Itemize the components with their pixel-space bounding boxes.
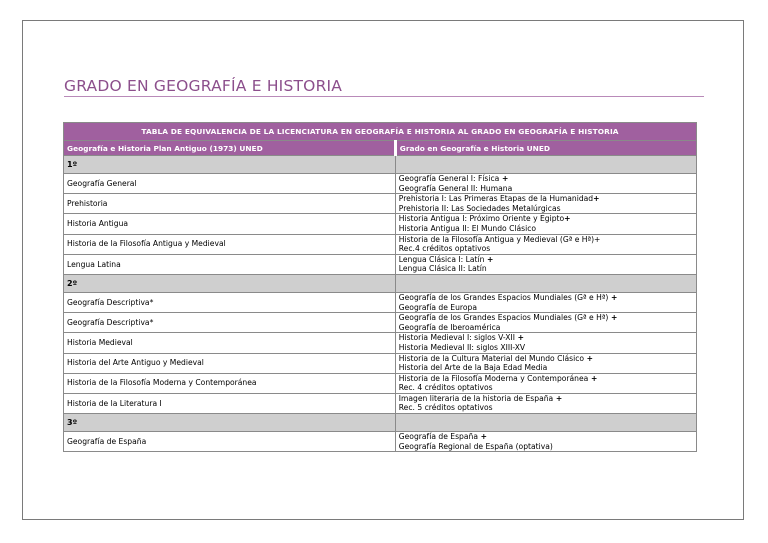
grado-subject-text: Geografía General I: Física	[398, 174, 500, 183]
grado-subjects	[395, 373, 696, 393]
table-caption-row	[64, 123, 697, 141]
grado-subjects	[395, 254, 696, 274]
plus-sign: +	[484, 254, 494, 264]
grado-subject-line	[399, 333, 693, 343]
table-row	[64, 174, 697, 194]
grado-subject-text: Geografía de España	[398, 432, 478, 442]
grado-subject-text: Historia de la Cultura Material del Mundo Clásico	[398, 353, 585, 363]
grado-subject-line	[399, 374, 693, 384]
year-empty-cell	[395, 156, 696, 174]
table-row	[64, 194, 697, 214]
grado-subject-text: Geografía de los Grandes Espacios Mundiales (Gª e Hª)	[398, 292, 609, 302]
grado-subject-text: Historia de la Filosofía Moderna y Contemporánea	[398, 373, 589, 383]
year-row	[64, 156, 697, 174]
old-plan-subject: Historia Antigua	[64, 214, 396, 234]
old-plan-subject: Historia Medieval	[64, 333, 396, 353]
plus-sign: +	[514, 333, 524, 343]
table-row	[64, 333, 697, 353]
grado-subject-line	[399, 354, 693, 364]
grado-subject-text: Imagen literaria de la historia de España	[398, 393, 554, 403]
grado-subjects	[395, 313, 696, 333]
grado-subject-line	[399, 323, 693, 333]
grado-subject-line	[399, 235, 693, 245]
grado-subject-text: Historia del Arte de la Baja Edad Media	[398, 363, 548, 373]
grado-subject-text: Historia de la Filosofía Antigua y Medieval (Gª e Hª)+	[398, 234, 601, 244]
grado-subject-text: Geografía Regional de España (optativa)	[398, 441, 553, 451]
grado-subject-text: Rec.4 créditos optativos	[398, 244, 491, 254]
table-row	[64, 313, 697, 333]
grado-subject-line	[399, 293, 693, 303]
grado-subject-text: Historia Antigua I: Próximo Oriente y Egipto	[398, 214, 565, 224]
grado-subjects	[395, 353, 696, 373]
grado-subject-text: Geografía de Iberoamérica	[398, 322, 501, 332]
grado-subject-line	[399, 264, 693, 274]
old-plan-subject: Geografía de España	[64, 432, 396, 452]
grado-subject-line	[399, 184, 693, 194]
table-row	[64, 214, 697, 234]
year-empty-cell	[395, 414, 696, 432]
grado-subject-line	[399, 343, 693, 353]
grado-subjects	[395, 432, 696, 452]
grado-subjects	[395, 174, 696, 194]
year-row	[64, 274, 697, 292]
grado-subject-text: Historia Medieval II: siglos XIII-XV	[398, 342, 526, 352]
grado-subject-line	[399, 204, 693, 214]
grado-subject-line	[399, 432, 693, 442]
grado-subject-text: Rec. 4 créditos optativos	[398, 383, 493, 393]
table-row	[64, 292, 697, 312]
grado-subject-text: Rec. 5 créditos optativos	[398, 403, 493, 413]
plus-sign: +	[564, 214, 571, 224]
grado-subject-line	[399, 174, 693, 184]
grado-subject-text: Historia Antigua II: El Mundo Clásico	[398, 223, 537, 233]
table-row	[64, 373, 697, 393]
grado-subject-text: Geografía de Europa	[398, 302, 477, 312]
grado-subject-text: Geografía General II: Humana	[398, 183, 513, 193]
grado-subject-text: Prehistoria II: Las Sociedades Metalúrgicas	[398, 203, 561, 213]
grado-subject-text: Historia Medieval I: siglos V-XII	[398, 333, 515, 343]
column-header-old-plan: Geografía e Historia Plan Antiguo (1973) UNED	[64, 141, 396, 156]
column-header-grado: Grado en Geografía e Historia UNED	[395, 141, 696, 156]
grado-subjects	[395, 234, 696, 254]
year-row	[64, 414, 697, 432]
grado-subject-text: Geografía de los Grandes Espacios Mundiales (Gª e Hª)	[398, 313, 609, 323]
old-plan-subject: Geografía General	[64, 174, 396, 194]
old-plan-subject: Geografía Descriptiva*	[64, 292, 396, 312]
table-row	[64, 234, 697, 254]
table-row	[64, 393, 697, 413]
grado-subjects	[395, 333, 696, 353]
plus-sign: +	[553, 393, 563, 403]
grado-subject-line	[399, 313, 693, 323]
old-plan-subject: Historia del Arte Antiguo y Medieval	[64, 353, 396, 373]
grado-subjects	[395, 194, 696, 214]
year-label: 2º	[64, 274, 396, 292]
plus-sign: +	[608, 313, 618, 323]
plus-sign: +	[499, 174, 509, 183]
grado-subject-text: Lengua Clásica I: Latín	[398, 254, 485, 264]
old-plan-subject: Historia de la Filosofía Antigua y Medieval	[64, 234, 396, 254]
year-label: 3º	[64, 414, 396, 432]
year-label: 1º	[64, 156, 396, 174]
grado-subject-text: Prehistoria I: Las Primeras Etapas de la Humanidad	[398, 194, 594, 204]
title-divider	[64, 96, 704, 97]
grado-subject-line	[399, 363, 693, 373]
old-plan-subject: Prehistoria	[64, 194, 396, 214]
plus-sign: +	[608, 292, 618, 302]
grado-subject-line	[399, 442, 693, 452]
grado-subject-line	[399, 244, 693, 254]
old-plan-subject: Historia de la Filosofía Moderna y Contemporánea	[64, 373, 396, 393]
plus-sign: +	[478, 432, 488, 442]
table-row	[64, 432, 697, 452]
plus-sign: +	[593, 194, 600, 204]
old-plan-subject: Geografía Descriptiva*	[64, 313, 396, 333]
table-caption: TABLA DE EQUIVALENCIA DE LA LICENCIATURA EN GEOGRAFÍA E HISTORIA AL GRADO EN GEOGRAFÍA E HISTORIA	[64, 123, 697, 141]
grado-subjects	[395, 393, 696, 413]
grado-subject-line	[399, 403, 693, 413]
year-empty-cell	[395, 274, 696, 292]
grado-subject-line	[399, 255, 693, 265]
plus-sign: +	[584, 353, 594, 363]
document-title: GRADO EN GEOGRAFÍA E HISTORIA	[64, 77, 343, 95]
table-row	[64, 254, 697, 274]
equivalence-table	[63, 122, 697, 452]
old-plan-subject: Lengua Latina	[64, 254, 396, 274]
grado-subject-line	[399, 194, 693, 204]
column-header-row	[64, 141, 697, 156]
old-plan-subject: Historia de la Literatura I	[64, 393, 396, 413]
grado-subject-text: Lengua Clásica II: Latín	[398, 264, 487, 274]
grado-subject-line	[399, 303, 693, 313]
grado-subject-line	[399, 383, 693, 393]
plus-sign: +	[588, 373, 598, 383]
grado-subject-line	[399, 224, 693, 234]
grado-subjects	[395, 292, 696, 312]
grado-subjects	[395, 214, 696, 234]
grado-subject-line	[399, 394, 693, 404]
grado-subject-line	[399, 214, 693, 224]
table-row	[64, 353, 697, 373]
